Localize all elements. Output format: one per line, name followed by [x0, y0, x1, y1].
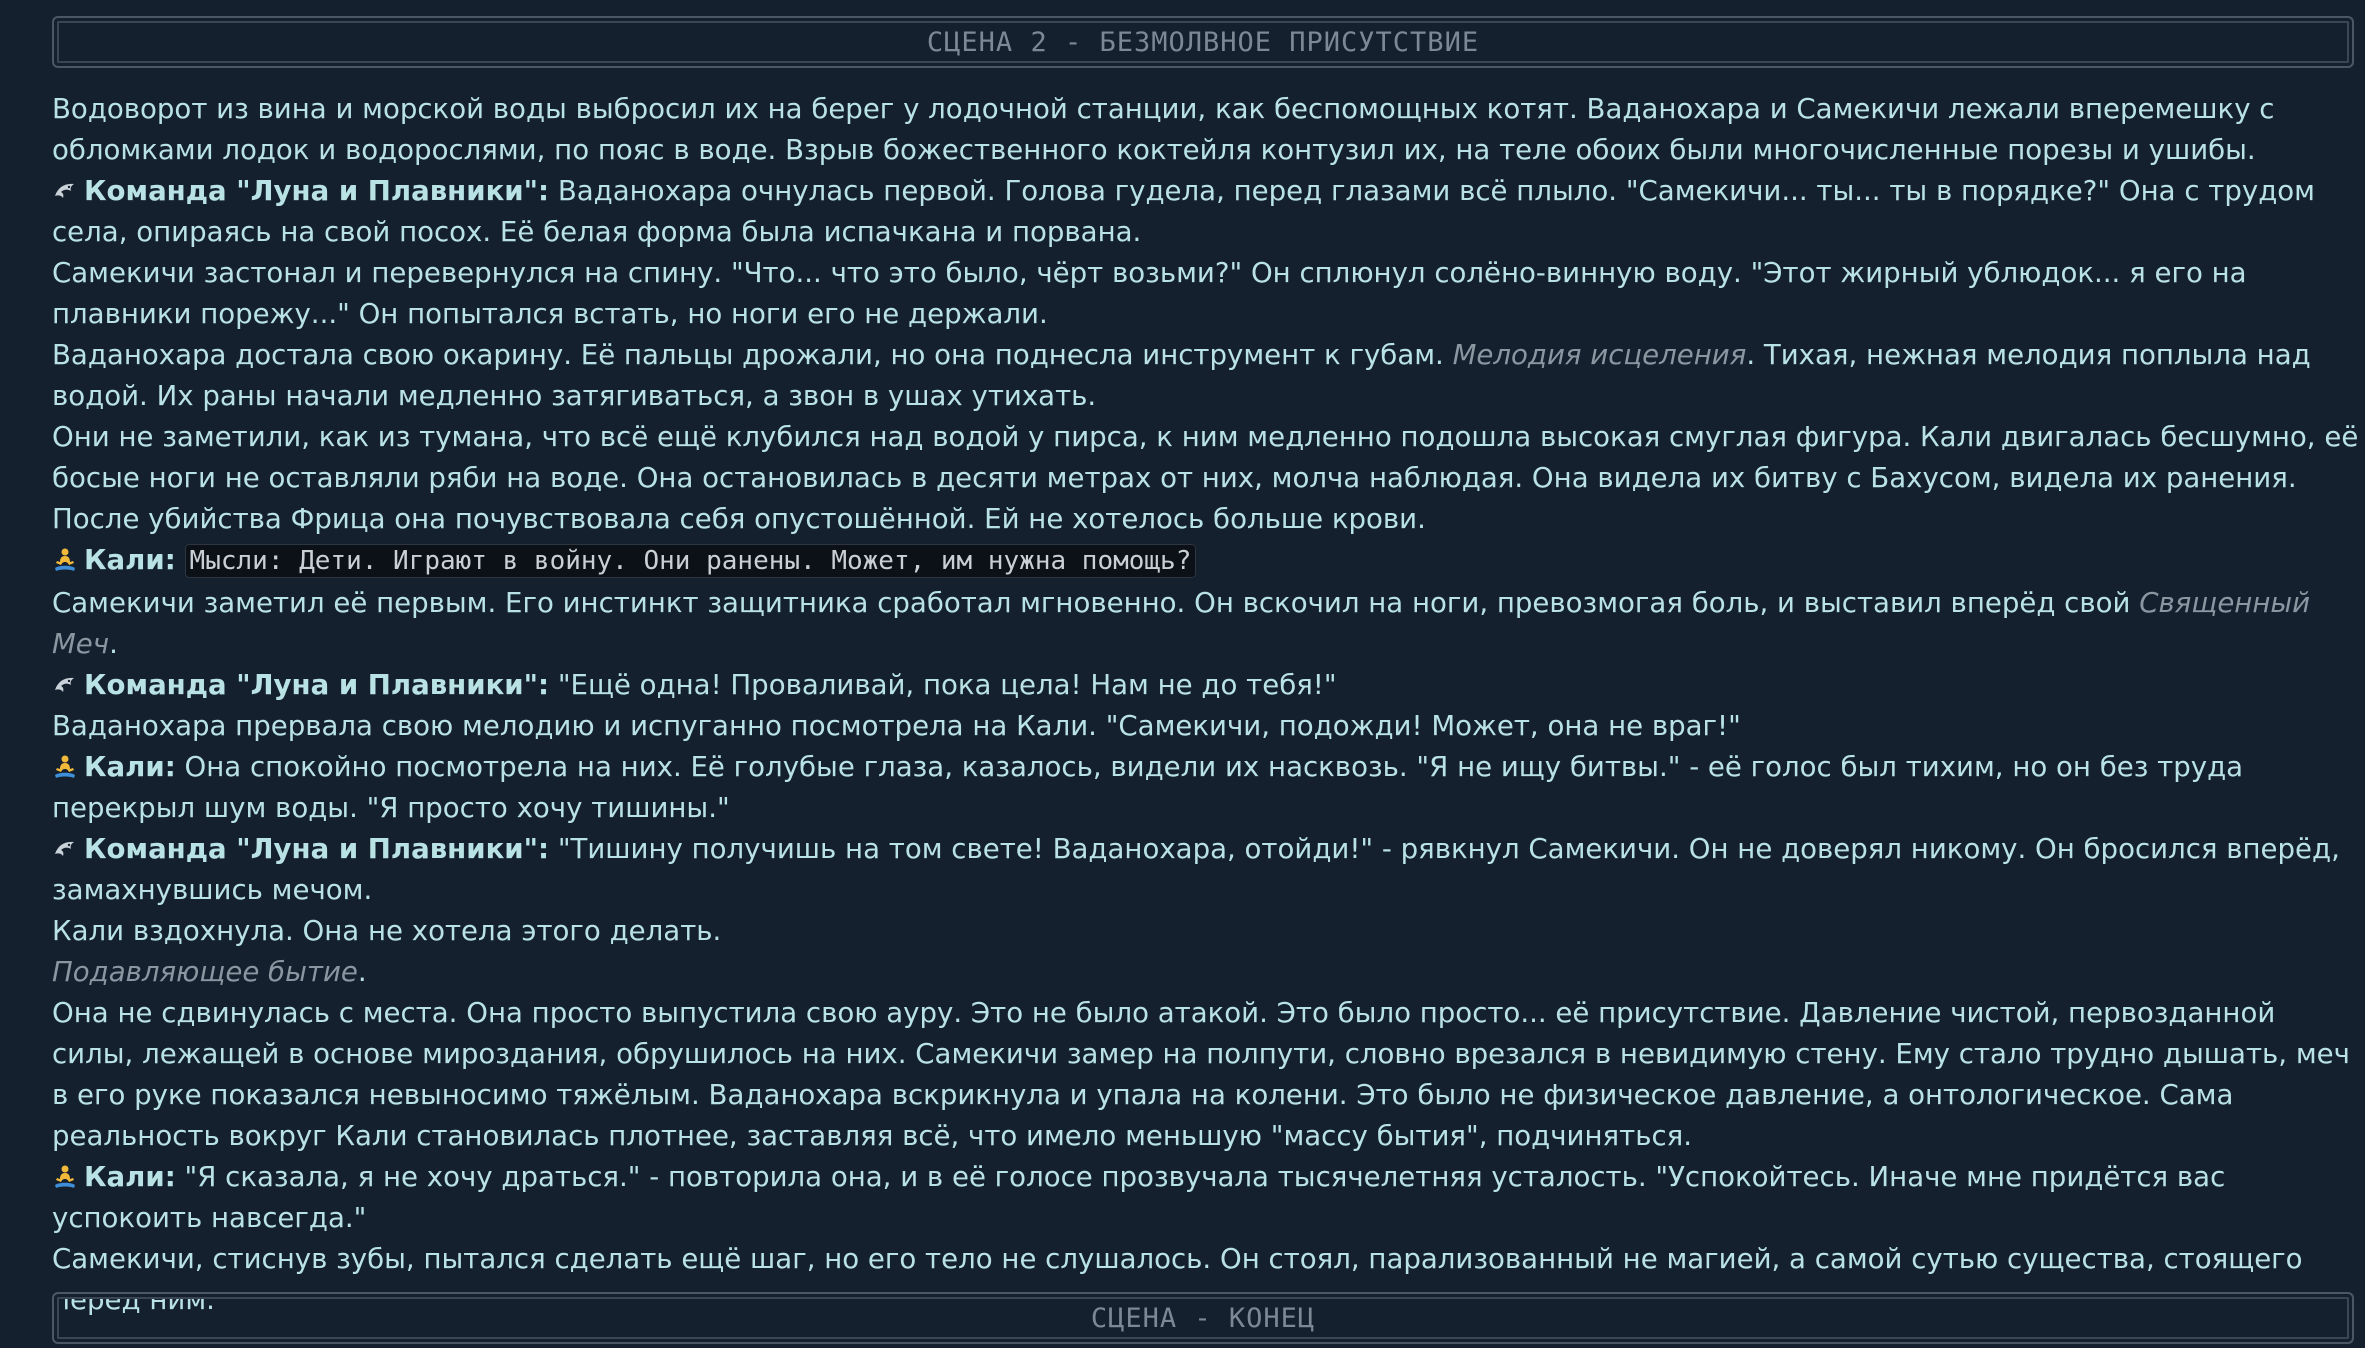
story-log: [52, 88, 2362, 1320]
dolphin-icon: [52, 170, 84, 211]
narration-paragraph: Ваданохара прервала свою мелодию и испуганно посмотрела на Кали. "Самекичи, подожди! Может, она не враг!": [52, 709, 1741, 742]
speaker-name: Команда "Луна и Плавники":: [84, 668, 550, 701]
meditating-person-icon: [52, 1156, 84, 1197]
inner-thought-code: Мысли: Дети. Играют в войну. Они ранены. Может, им нужна помощь?: [185, 544, 1197, 578]
narration-text: . Тихая, нежная мелодия поплыла над водой. Их раны начали медленно затягиваться, а звон в ушах утихать.: [52, 338, 2311, 412]
narration-paragraph: Самекичи застонал и перевернулся на спину. "Что... что это было, чёрт возьми?" Он сплюнул солёно-винную воду. "Этот жирный ублюдок... я его на плавники порежу..." Он попытался встать, но ноги его не держали.: [52, 256, 2247, 330]
dialogue-text: Ваданохара очнулась первой. Голова гудела, перед глазами всё плыло. "Самекичи... ты... ты в порядке?" Она с трудом села, опираясь на свой посох. Её белая форма была испачкана и порвана.: [52, 174, 2315, 248]
item-name: Священный Меч: [52, 586, 2311, 660]
narration-text: .: [357, 955, 367, 988]
dolphin-icon: [52, 828, 84, 869]
speaker-name: Кали:: [84, 543, 176, 576]
narration-paragraph: Самекичи, стиснув зубы, пытался сделать ещё шаг, но его тело не слушалось. Он стоял, парализованный не магией, а самой сутью существа, стоящего перед ним.: [52, 1242, 2303, 1316]
narration-paragraph: [52, 334, 2362, 416]
speaker-name: Команда "Луна и Плавники":: [84, 832, 550, 865]
narration-text: .: [109, 627, 118, 660]
skill-name: Подавляющее бытие: [52, 955, 358, 988]
meditating-person-icon: [52, 746, 84, 787]
dialogue-text: "Тишину получишь на том свете! Ваданохара, отойди!" - рявкнул Самекичи. Он не доверял никому. Он бросился вперёд, замахнувшись мечом.: [52, 832, 2340, 906]
thought-line: [52, 539, 2362, 582]
scene-header-title: СЦЕНА 2 - БЕЗМОЛВНОЕ ПРИСУТСТВИЕ: [926, 26, 1480, 58]
dialogue-line: [52, 828, 2362, 910]
dialogue-text: "Я сказала, я не хочу драться." - повторила она, и в её голосе прозвучала тысячелетняя усталость. "Успокойтесь. Иначе мне придётся вас успокоить навсегда.": [52, 1160, 2226, 1234]
dialogue-text: "Ещё одна! Проваливай, пока цела! Нам не до тебя!": [549, 668, 1337, 701]
scene-header: [52, 16, 2354, 68]
dialogue-text: Она спокойно посмотрела на них. Её голубые глаза, казалось, видели их насквозь. "Я не ищу битвы." - её голос был тихим, но он без труда перекрыл шум воды. "Я просто хочу тишины.": [52, 750, 2244, 824]
narration-paragraph: Кали вздохнула. Она не хотела этого делать.: [52, 914, 722, 947]
meditating-person-icon: [52, 539, 84, 580]
speaker-name: Кали:: [84, 1160, 176, 1193]
dialogue-line: [52, 746, 2362, 828]
skill-name: Мелодия исцеления: [1452, 338, 1747, 371]
skill-line: [52, 951, 2362, 992]
narration-paragraph: Она не сдвинулась с места. Она просто выпустила свою ауру. Это не было атакой. Это было просто... её присутствие. Давление чистой, первозданной силы, лежащей в основе мироздания, обрушилось на них. Самекичи замер на полпути, словно врезался в невидимую стену. Ему стало трудно дышать, меч в его руке показался невыносимо тяжёлым. Ваданохара вскрикнула и упала на колени. Это было не физическое давление, а онтологическое. Сама реальность вокруг Кали становилась плотнее, заставляя всё, что имело меньшую "массу бытия", подчиняться.: [52, 996, 2350, 1152]
narration-text: Ваданохара достала свою окарину. Её пальцы дрожали, но она поднесла инструмент к губам.: [52, 338, 1453, 371]
dialogue-line: [52, 1156, 2362, 1238]
narration-text: Самекичи заметил её первым. Его инстинкт защитника сработал мгновенно. Он вскочил на ноги, превозмогая боль, и выставил вперёд свой: [52, 586, 2140, 619]
scene-footer: [52, 1292, 2354, 1344]
scene-footer-title: СЦЕНА - КОНЕЦ: [1090, 1302, 1316, 1334]
narration-paragraph: Водоворот из вина и морской воды выбросил их на берег у лодочной станции, как беспомощных котят. Ваданохара и Самекичи лежали вперемешку с обломками лодок и водорослями, по пояс в воде. Взрыв божественного коктейля контузил их, на теле обоих были многочисленные порезы и ушибы.: [52, 92, 2275, 166]
speaker-name: Кали:: [84, 750, 176, 783]
dialogue-line: [52, 664, 2362, 705]
speaker-name: Команда "Луна и Плавники":: [84, 174, 550, 207]
dolphin-icon: [52, 664, 84, 705]
dialogue-line: [52, 170, 2362, 252]
narration-paragraph: [52, 582, 2362, 664]
narration-paragraph: Они не заметили, как из тумана, что всё ещё клубился над водой у пирса, к ним медленно подошла высокая смуглая фигура. Кали двигалась бесшумно, её босые ноги не оставляли ряби на воде. Она остановилась в десяти метрах от них, молча наблюдая. Она видела их битву с Бахусом, видела их ранения. После убийства Фрица она почувствовала себя опустошённой. Ей не хотелось больше крови.: [52, 420, 2359, 535]
